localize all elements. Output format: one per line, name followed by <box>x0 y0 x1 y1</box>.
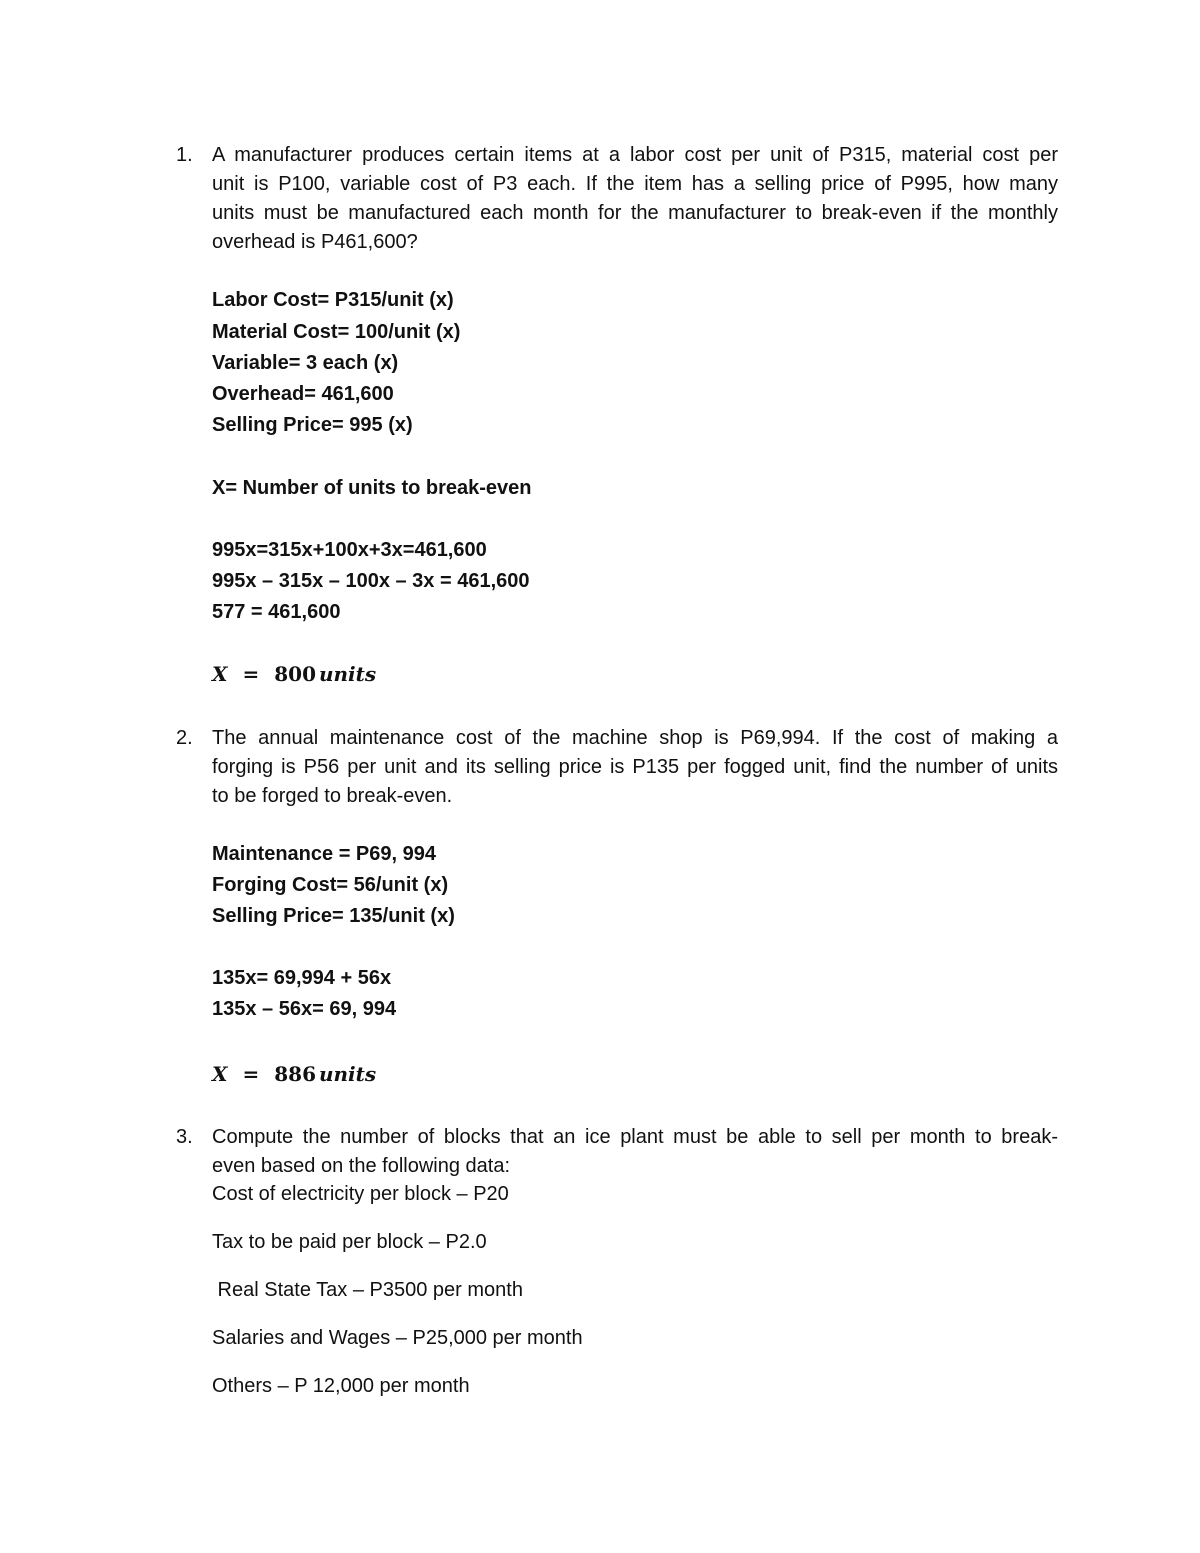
answer-variable: X <box>212 662 228 686</box>
answer-equation <box>212 1062 376 1086</box>
question-line: A manufacturer produces certain items at a labor cost per unit of P315, material cost per <box>212 144 1058 166</box>
given-line: Material Cost= 100/unit (x) <box>212 321 461 343</box>
work-line: 995x – 315x – 100x – 3x = 461,600 <box>212 570 530 592</box>
work-line: 995x=315x+100x+3x=461,600 <box>212 539 487 561</box>
question-line: to be forged to break-even. <box>212 785 453 807</box>
question-line: forging is P56 per unit and its selling price is P135 per fogged unit, find the number of units <box>212 756 1058 778</box>
work-line: 135x – 56x= 69, 994 <box>212 998 397 1020</box>
problem-number: 1. <box>176 144 193 166</box>
given-line: Forging Cost= 56/unit (x) <box>212 874 449 896</box>
answer-equals: = <box>242 662 260 686</box>
data-line: Others – P 12,000 per month <box>212 1375 470 1397</box>
answer-equation <box>212 662 376 686</box>
work-line: 135x= 69,994 + 56x <box>212 967 392 989</box>
question-line: Compute the number of blocks that an ice plant must be able to sell per month to break- <box>212 1126 1058 1148</box>
data-line: Tax to be paid per block – P2.0 <box>212 1231 487 1253</box>
data-line: Real State Tax – P3500 per month <box>212 1279 523 1301</box>
question-line: The annual maintenance cost of the machine shop is P69,994. If the cost of making a <box>212 727 1058 749</box>
given-line: Selling Price= 995 (x) <box>212 414 413 436</box>
problem-number: 3. <box>176 1126 193 1148</box>
problem-number: 2. <box>176 727 193 749</box>
work-line: 577 = 461,600 <box>212 601 341 623</box>
given-line: Labor Cost= P315/unit (x) <box>212 289 454 311</box>
question-line: even based on the following data: <box>212 1155 510 1177</box>
question-line: units must be manufactured each month for the manufacturer to break-even if the monthly <box>212 202 1058 224</box>
given-line: Selling Price= 135/unit (x) <box>212 905 455 927</box>
variable-definition: X= Number of units to break-even <box>212 477 532 499</box>
question-line: unit is P100, variable cost of P3 each. If the item has a selling price of P995, how many <box>212 173 1058 195</box>
data-line: Salaries and Wages – P25,000 per month <box>212 1327 583 1349</box>
given-line: Maintenance = P69, 994 <box>212 843 437 865</box>
answer-equals: = <box>242 1062 260 1086</box>
given-line: Overhead= 461,600 <box>212 383 394 405</box>
answer-value: 886 <box>274 1062 316 1086</box>
answer-unit: units <box>318 1062 377 1086</box>
answer-unit: units <box>318 662 377 686</box>
data-line: Cost of electricity per block – P20 <box>212 1183 509 1205</box>
given-line: Variable= 3 each (x) <box>212 352 399 374</box>
question-line: overhead is P461,600? <box>212 231 418 253</box>
answer-value: 800 <box>274 662 316 686</box>
answer-variable: X <box>212 1062 228 1086</box>
